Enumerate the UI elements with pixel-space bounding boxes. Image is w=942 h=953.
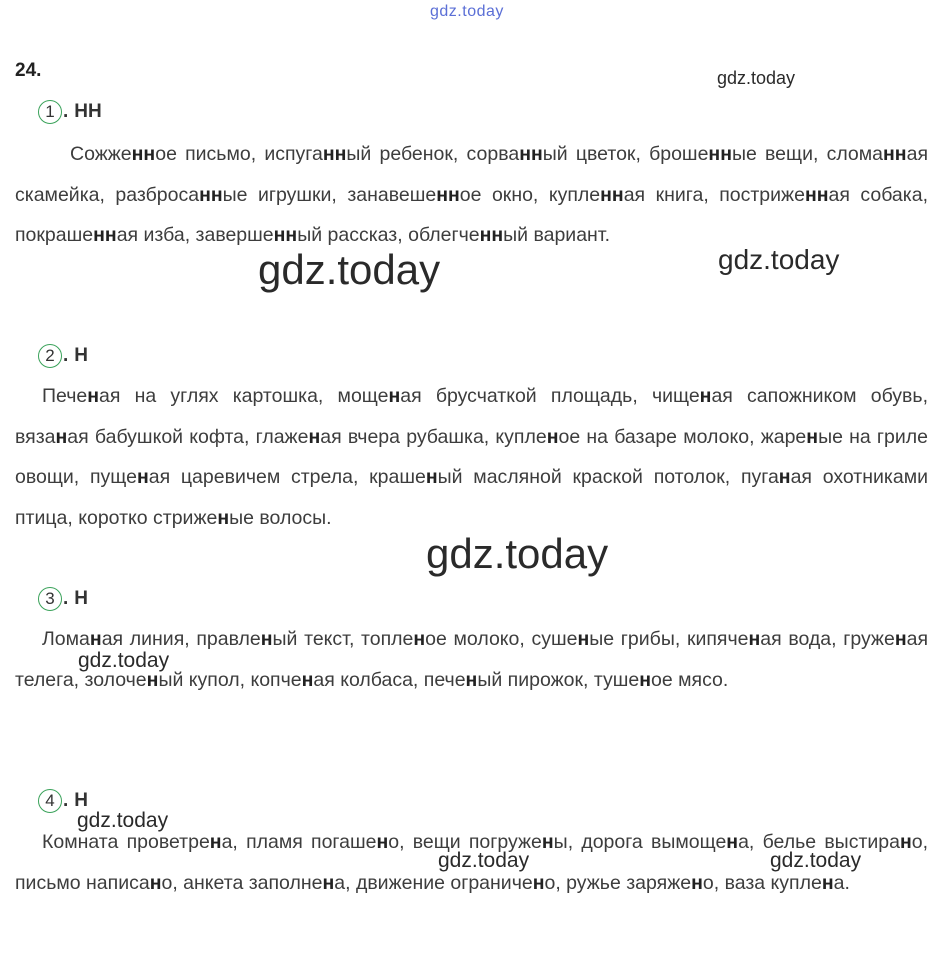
- word-ending: ый вариант.: [503, 224, 610, 246]
- word-stem: золоче: [84, 668, 147, 691]
- word-stem: копче: [250, 668, 302, 691]
- answer-word: [90, 466, 369, 488]
- word-ending: а,: [334, 871, 356, 894]
- watermark: gdz.today: [438, 849, 530, 872]
- highlighted-letters: нн: [436, 183, 460, 206]
- word-stem: пече: [423, 668, 466, 691]
- answer-word: [725, 872, 850, 894]
- highlighted-letters: н: [87, 385, 99, 407]
- word-ending: ый масляной краской потолок,: [437, 466, 741, 488]
- highlighted-letters: н: [55, 425, 68, 448]
- highlighted-letters: н: [413, 628, 426, 650]
- word-ending: а.: [833, 871, 850, 894]
- answer-word: [424, 669, 594, 691]
- word-ending: ая вчера рубашка,: [320, 425, 496, 448]
- highlighted-letters: н: [217, 506, 230, 529]
- word-stem: броше: [649, 143, 709, 165]
- highlighted-letters: н: [89, 628, 102, 650]
- section-dot: .: [63, 790, 69, 811]
- word-stem: вещи погруже: [412, 831, 542, 853]
- watermark: gdz.today: [717, 68, 796, 88]
- word-ending: ая вода,: [760, 628, 844, 650]
- highlighted-letters: н: [699, 385, 712, 407]
- word-ending: ая сапожником обувь,: [711, 385, 928, 407]
- section-number-circle: 3: [38, 587, 62, 611]
- word-stem: ваза купле: [724, 871, 822, 894]
- word-ending: ы,: [553, 831, 582, 853]
- answer-word: [356, 872, 566, 894]
- answer-word: [15, 224, 196, 246]
- highlighted-letters: н: [136, 466, 149, 488]
- highlighted-letters: нн: [273, 224, 298, 246]
- word-stem: пуще: [89, 466, 137, 488]
- word-stem: кипяче: [686, 628, 749, 650]
- word-ending: ый текст,: [272, 628, 362, 650]
- highlighted-letters: н: [260, 628, 273, 650]
- highlighted-letters: н: [146, 668, 159, 691]
- answer-word: [338, 385, 652, 407]
- word-stem: постриже: [719, 183, 805, 206]
- section-answer: Н: [74, 588, 89, 609]
- section-2-header: [38, 343, 88, 369]
- highlighted-letters: н: [149, 871, 162, 894]
- answer-word: [196, 628, 361, 650]
- word-stem: письмо написа: [15, 871, 150, 894]
- watermark: gdz.today: [718, 244, 840, 275]
- word-stem: облегче: [408, 224, 480, 246]
- watermark: gdz.today: [770, 849, 862, 872]
- highlighted-letters: н: [425, 466, 438, 488]
- word-ending: ая колбаса,: [313, 668, 424, 691]
- watermark-top: gdz.today: [430, 3, 504, 20]
- highlighted-letters: н: [726, 831, 739, 853]
- highlighted-letters: нн: [804, 183, 829, 206]
- answer-word: [687, 628, 843, 650]
- answer-word: [361, 628, 531, 650]
- word-stem: заверше: [195, 224, 274, 246]
- word-ending: а,: [221, 831, 247, 853]
- highlighted-letters: нн: [131, 143, 156, 165]
- word-stem: чище: [651, 385, 700, 407]
- word-ending: о,: [161, 871, 184, 894]
- word-stem: дорога вымоще: [581, 831, 727, 853]
- answer-word: [495, 426, 760, 448]
- word-ending: ое на базаре молоко,: [558, 425, 761, 448]
- word-stem: ружье заряже: [566, 871, 692, 894]
- answer-word: [246, 831, 413, 853]
- answer-word: [15, 426, 256, 448]
- word-ending: ое молоко,: [425, 628, 532, 650]
- section-answer: Н: [74, 345, 89, 366]
- answer-word: [549, 184, 719, 206]
- answer-word: [196, 224, 409, 246]
- word-ending: ый цветок,: [542, 143, 650, 165]
- answer-word: [15, 872, 183, 894]
- highlighted-letters: н: [301, 668, 314, 691]
- answer-word: [42, 831, 246, 853]
- word-ending: ое окно,: [459, 183, 549, 206]
- word-stem: пламя погаше: [246, 831, 377, 853]
- word-stem: занавеше: [347, 183, 437, 206]
- word-ending: ая изба,: [116, 224, 196, 246]
- answer-word: [652, 385, 928, 407]
- word-stem: Сожже: [70, 143, 132, 165]
- highlighted-letters: н: [899, 831, 912, 853]
- section-answer: НН: [74, 101, 102, 122]
- answer-word: [183, 872, 356, 894]
- word-stem: жаре: [760, 425, 807, 448]
- highlighted-letters: н: [532, 871, 545, 894]
- highlighted-letters: нн: [519, 143, 543, 165]
- watermark: gdz.today: [258, 246, 441, 293]
- word-stem: вяза: [15, 425, 56, 448]
- word-ending: ый рассказ,: [297, 224, 409, 246]
- highlighted-letters: н: [778, 466, 791, 488]
- answer-word: [42, 628, 196, 650]
- word-ending: ая телега,: [15, 628, 929, 691]
- word-stem: пуга: [740, 466, 779, 488]
- word-ending: ое письмо,: [155, 143, 265, 165]
- section-dot: .: [63, 588, 69, 609]
- answer-word: [369, 466, 741, 488]
- highlighted-letters: нн: [708, 143, 732, 165]
- highlighted-letters: н: [465, 668, 478, 691]
- word-stem: Лома: [42, 628, 90, 650]
- section-answer: Н: [74, 790, 89, 811]
- word-stem: правле: [196, 628, 261, 650]
- highlighted-letters: н: [577, 628, 590, 650]
- highlighted-letters: н: [806, 425, 819, 448]
- section-dot: .: [63, 101, 69, 122]
- word-ending: ый ребенок,: [346, 143, 467, 165]
- word-stem: купле: [495, 425, 547, 448]
- word-stem: белье выстира: [762, 831, 900, 853]
- word-ending: о,: [911, 831, 928, 853]
- word-stem: испуга: [264, 143, 323, 165]
- highlighted-letters: н: [691, 871, 703, 894]
- section-3-header: [38, 586, 88, 612]
- word-stem: разброса: [115, 183, 200, 206]
- word-stem: Пече: [42, 385, 88, 407]
- word-ending: ый пирожок,: [477, 668, 594, 691]
- answer-word: [250, 669, 423, 691]
- highlighted-letters: нн: [600, 183, 624, 206]
- answer-word: [70, 143, 264, 165]
- word-stem: топле: [361, 628, 414, 650]
- word-ending: ая на углях картошка,: [99, 385, 338, 407]
- answer-word: [256, 426, 496, 448]
- highlighted-letters: нн: [322, 143, 347, 165]
- section-2-text: [15, 376, 928, 538]
- word-ending: ая царевичем стрела,: [148, 466, 370, 488]
- task-number: 24.: [15, 60, 42, 81]
- word-ending: а,: [738, 831, 763, 853]
- highlighted-letters: н: [376, 831, 389, 853]
- highlighted-letters: н: [546, 425, 559, 448]
- answer-word: [115, 184, 347, 206]
- word-ending: ая брусчаткой площадь,: [400, 385, 652, 407]
- answer-word: [347, 184, 549, 206]
- word-stem: груже: [843, 628, 895, 650]
- answer-word: [78, 507, 331, 529]
- watermark: gdz.today: [426, 530, 609, 577]
- highlighted-letters: н: [894, 628, 907, 650]
- highlighted-letters: н: [639, 668, 652, 691]
- word-ending: ый купол,: [158, 668, 251, 691]
- answer-word: [719, 184, 928, 206]
- word-ending: ые игрушки,: [222, 183, 348, 206]
- word-stem: сорва: [466, 143, 520, 165]
- section-dot: .: [63, 345, 69, 366]
- word-stem: анкета заполне: [183, 871, 323, 894]
- word-ending: ые вещи,: [731, 143, 827, 165]
- section-number-circle: 2: [38, 344, 62, 368]
- answer-word: [649, 143, 827, 165]
- highlighted-letters: н: [209, 831, 222, 853]
- answer-word: [581, 831, 762, 853]
- word-stem: коротко стриже: [78, 506, 218, 529]
- word-stem: движение ограниче: [355, 871, 533, 894]
- word-ending: о,: [388, 831, 413, 853]
- highlighted-letters: н: [541, 831, 554, 853]
- word-stem: Комната проветре: [42, 831, 210, 853]
- word-ending: ая бабушкой кофта,: [67, 425, 256, 448]
- answer-word: [531, 628, 686, 650]
- answer-word: [264, 143, 466, 165]
- word-ending: ая скамейка,: [15, 143, 928, 206]
- word-stem: слома: [826, 143, 884, 165]
- word-stem: купле: [548, 183, 601, 206]
- word-ending: ая собака,: [828, 183, 928, 206]
- answer-word: [594, 669, 728, 691]
- word-ending: о,: [544, 871, 567, 894]
- word-ending: ая линия,: [101, 628, 197, 650]
- word-ending: ые грибы,: [589, 628, 687, 650]
- word-stem: суше: [531, 628, 578, 650]
- answer-word: [467, 143, 650, 165]
- word-ending: ые на гриле овощи,: [15, 425, 928, 488]
- section-1-header: [38, 99, 102, 125]
- word-ending: ая охотниками птица,: [15, 466, 929, 529]
- word-stem: моще: [337, 385, 389, 407]
- answer-word: [566, 872, 724, 894]
- highlighted-letters: нн: [479, 224, 504, 246]
- highlighted-letters: н: [322, 871, 335, 894]
- section-number-circle: 1: [38, 100, 62, 124]
- answer-word: [42, 385, 338, 407]
- word-stem: краше: [369, 466, 426, 488]
- section-1-text: [15, 134, 928, 256]
- highlighted-letters: н: [308, 425, 321, 448]
- watermark: gdz.today: [78, 649, 170, 672]
- word-ending: ые волосы.: [229, 506, 332, 529]
- word-stem: туше: [593, 668, 640, 691]
- highlighted-letters: н: [388, 385, 401, 407]
- highlighted-letters: н: [821, 871, 834, 894]
- section-number-circle: 4: [38, 789, 62, 813]
- answer-word: [408, 224, 610, 246]
- word-ending: о,: [702, 871, 725, 894]
- word-ending: ая книга,: [623, 183, 720, 206]
- highlighted-letters: н: [748, 628, 761, 650]
- word-ending: ое мясо.: [651, 668, 729, 691]
- word-stem: глаже: [255, 425, 309, 448]
- highlighted-letters: нн: [199, 183, 223, 206]
- highlighted-letters: нн: [93, 224, 117, 246]
- word-stem: покраше: [15, 224, 94, 246]
- watermark: gdz.today: [77, 809, 169, 832]
- highlighted-letters: нн: [883, 143, 907, 165]
